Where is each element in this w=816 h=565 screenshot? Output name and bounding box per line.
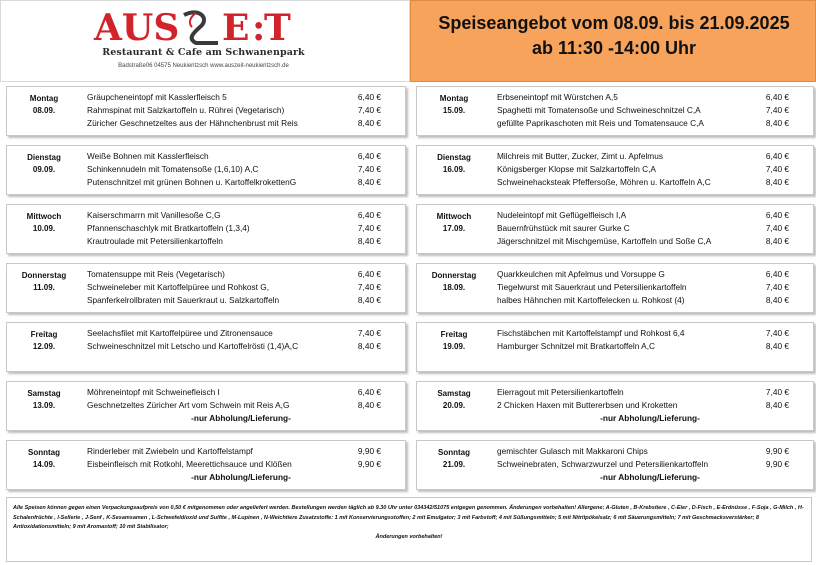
- day-label: [421, 329, 487, 353]
- logo-address: Badstraße06 04575 Neukieritzsch www.auszeit-neukieritzsch.de: [118, 63, 289, 69]
- day-date: 18.09.: [442, 283, 466, 292]
- day-name: Montag: [29, 94, 59, 103]
- dish-name: Möhreneintopf mit Schweinefleisch I: [87, 387, 220, 397]
- day-label: [11, 93, 77, 117]
- dish-list: [83, 386, 399, 425]
- dish-row: [493, 458, 807, 471]
- dish-name: 2 Chicken Haxen mit Buttererbsen und Kroketten: [497, 400, 678, 410]
- dish-name: Schweineleber mit Kartoffelpüree und Rohkost G,: [87, 282, 270, 292]
- day-date: 08.09.: [32, 106, 56, 115]
- pickup-delivery-note: -nur Abholung/Lieferung-: [191, 413, 291, 423]
- day-block-dienstag: [416, 145, 814, 195]
- dish-name: Jägerschnitzel mit Mischgemüse, Kartoffeln und Soße C,A: [497, 236, 712, 246]
- dish-name: Spanferkelrollbraten mit Sauerkraut u. Salzkartoffeln: [87, 295, 280, 305]
- dish-list: [83, 445, 399, 484]
- dish-name: Bauernfrühstück mit saurer Gurke C: [497, 223, 630, 233]
- day-name: Mittwoch: [436, 212, 472, 221]
- day-name: Sonntag: [28, 448, 60, 457]
- day-date: 21.09.: [442, 460, 466, 469]
- day-label: [11, 329, 77, 353]
- day-name: Dienstag: [437, 153, 471, 162]
- day-date: 13.09.: [32, 401, 56, 410]
- footer-changes-note: Änderungen vorbehalten!: [375, 533, 443, 540]
- dish-row: [83, 222, 399, 235]
- restaurant-logo: [88, 5, 319, 77]
- svg-text:T: T: [264, 7, 291, 47]
- day-label: [421, 211, 487, 235]
- day-date: 15.09.: [442, 106, 466, 115]
- dish-price: 8,40 €: [357, 177, 381, 187]
- day-name: Dienstag: [27, 153, 61, 162]
- dish-name: Putenschnitzel mit grünen Bohnen u. KartoffelkrokettenG: [87, 177, 297, 187]
- day-date: 20.09.: [442, 401, 466, 410]
- day-label: [11, 152, 77, 176]
- dish-price: 7,40 €: [357, 282, 381, 292]
- dish-row: [493, 222, 807, 235]
- dish-row: [493, 340, 807, 353]
- dish-list: [83, 91, 399, 130]
- dish-name: Rinderleber mit Zwiebeln und Kartoffelstampf: [87, 446, 253, 456]
- dish-price: 7,40 €: [765, 328, 789, 338]
- dish-name: Königsberger Klopse mit Salzkartoffeln C,A: [497, 164, 656, 174]
- dish-row: [83, 163, 399, 176]
- dish-row: [83, 104, 399, 117]
- dish-row: [83, 340, 399, 353]
- day-block-montag: [416, 86, 814, 136]
- day-date: 16.09.: [442, 165, 466, 174]
- dish-row: [493, 399, 807, 412]
- dish-price: 7,40 €: [357, 105, 381, 115]
- dish-price: 8,40 €: [765, 177, 789, 187]
- dish-name: Eierragout mit Petersilienkartoffeln: [497, 387, 624, 397]
- dish-price: 7,40 €: [765, 223, 789, 233]
- dish-name: Tomatensuppe mit Reis (Vegetarisch): [87, 269, 225, 279]
- day-date: 17.09.: [442, 224, 466, 233]
- dish-price: 8,40 €: [765, 236, 789, 246]
- dish-row: [493, 91, 807, 104]
- logo-subtitle: Restaurant & Cafe am Schwanenpark: [102, 47, 305, 58]
- dish-name: Weiße Bohnen mit Kasslerfleisch: [87, 151, 209, 161]
- dish-row: [83, 386, 399, 399]
- dish-list: [493, 445, 807, 484]
- dish-name: Seelachsfilet mit Kartoffelpüree und Zitronensauce: [87, 328, 273, 338]
- dish-name: Erbseneintopf mit Würstchen A,5: [497, 92, 618, 102]
- dish-price: 8,40 €: [765, 118, 789, 128]
- day-name: Donnerstag: [431, 271, 477, 280]
- day-date: 12.09.: [32, 342, 56, 351]
- dish-price: 6,40 €: [765, 92, 789, 102]
- dish-name: gefüllte Paprikaschoten mit Reis und Tomatensauce C,A: [497, 118, 704, 128]
- svg-text:E: E: [222, 7, 250, 47]
- dish-name: Spaghetti mit Tomatensoße und Schweineschnitzel C,A: [497, 105, 701, 115]
- dish-price: 7,40 €: [765, 282, 789, 292]
- dish-price: 9,90 €: [765, 459, 789, 469]
- dish-row: [493, 235, 807, 248]
- dish-list: [83, 209, 399, 248]
- dish-row: [83, 327, 399, 340]
- dish-name: halbes Hähnchen mit Kartoffelecken u. Rohkost (4): [497, 295, 685, 305]
- dish-row: [493, 268, 807, 281]
- dish-price: 7,40 €: [357, 164, 381, 174]
- dish-name: Schweinehacksteak Pfeffersoße, Möhren u. Kartoffeln A,C: [497, 177, 711, 187]
- day-label: [421, 93, 487, 117]
- day-date: 11.09.: [33, 283, 55, 292]
- dish-name: Kaiserschmarrn mit Vanillesoße C,G: [87, 210, 221, 220]
- dish-price: 8,40 €: [357, 341, 381, 351]
- dish-name: Schinkennudeln mit Tomatensoße (1,6,10) A,C: [87, 164, 259, 174]
- day-label: [421, 447, 487, 471]
- dish-price: 9,90 €: [765, 446, 789, 456]
- dish-price: 7,40 €: [765, 164, 789, 174]
- day-name: Donnerstag: [21, 271, 67, 280]
- day-date: 10.09.: [32, 224, 56, 233]
- day-date: 19.09.: [442, 342, 466, 351]
- day-block-montag: [6, 86, 406, 136]
- dish-name: Geschnetzeltes Züricher Art vom Schwein mit Reis A,G: [87, 400, 290, 410]
- dish-list: [83, 268, 399, 307]
- dish-row: [83, 150, 399, 163]
- dish-row: [83, 209, 399, 222]
- pickup-delivery-note: -nur Abholung/Lieferung-: [600, 472, 700, 482]
- day-name: Sonntag: [438, 448, 470, 457]
- dish-price: 9,90 €: [357, 446, 381, 456]
- dish-price: 7,40 €: [765, 387, 789, 397]
- dish-list: [83, 150, 399, 189]
- dish-row: [83, 117, 399, 130]
- logo-panel: [0, 0, 410, 82]
- dish-name: Gräupcheneintopf mit Kasslerfleisch 5: [87, 92, 227, 102]
- day-block-samstag: [6, 381, 406, 431]
- day-date: 14.09.: [32, 460, 56, 469]
- dish-row: [493, 117, 807, 130]
- dish-price: 8,40 €: [357, 400, 381, 410]
- svg-text::: :: [252, 7, 266, 47]
- dish-row: [83, 268, 399, 281]
- day-label: [11, 388, 77, 412]
- dish-list: [493, 150, 807, 189]
- menu-title: Speiseangebot vom 08.09. bis 21.09.2025: [438, 13, 790, 33]
- day-label: [421, 270, 487, 294]
- dish-list: [493, 91, 807, 130]
- dish-name: Schweinebraten, Schwarzwurzel und Petersilienkartoffeln: [497, 459, 709, 469]
- footer-notes: [6, 497, 812, 562]
- dish-row: [493, 445, 807, 458]
- dish-price: 6,40 €: [765, 210, 789, 220]
- dish-row: [83, 399, 399, 412]
- dish-row: [83, 458, 399, 471]
- dish-row: [83, 91, 399, 104]
- dish-row: [493, 176, 807, 189]
- dish-price: 8,40 €: [357, 118, 381, 128]
- dish-row: [83, 294, 399, 307]
- day-label: [421, 388, 487, 412]
- title-panel: [410, 0, 816, 82]
- day-label: [11, 211, 77, 235]
- dish-price: 6,40 €: [357, 210, 381, 220]
- dish-row: [83, 235, 399, 248]
- dish-row: [83, 445, 399, 458]
- day-block-mittwoch: [416, 204, 814, 254]
- dish-name: Pfannenschaschlyk mit Bratkartoffeln (1,3,4): [87, 223, 250, 233]
- dish-name: Tiegelwurst mit Sauerkraut und Petersilienkartoffeln: [497, 282, 687, 292]
- dish-price: 7,40 €: [357, 223, 381, 233]
- pickup-delivery-note: -nur Abholung/Lieferung-: [600, 413, 700, 423]
- dish-row: [493, 104, 807, 117]
- day-name: Freitag: [440, 330, 468, 339]
- dish-row: [493, 386, 807, 399]
- dish-name: Quarkkeulchen mit Apfelmus und Vorsuppe G: [497, 269, 665, 279]
- dish-name: Rahmspinat mit Salzkartoffeln u. Rührei (Vegetarisch): [87, 105, 285, 115]
- dish-name: Fischstäbchen mit Kartoffelstampf und Rohkost 6,4: [497, 328, 685, 338]
- dish-list: [493, 209, 807, 248]
- dish-price: 8,40 €: [357, 236, 381, 246]
- dish-list: [493, 268, 807, 307]
- day-name: Freitag: [30, 330, 58, 339]
- dish-row: [493, 281, 807, 294]
- dish-price: 6,40 €: [357, 151, 381, 161]
- day-name: Samstag: [27, 389, 61, 398]
- dish-name: Krautroulade mit Petersilienkartoffeln: [87, 236, 223, 246]
- logo-wordmark: [92, 7, 314, 47]
- dish-price: 7,40 €: [357, 328, 381, 338]
- day-label: [421, 152, 487, 176]
- day-block-mittwoch: [6, 204, 406, 254]
- day-date: 09.09.: [32, 165, 56, 174]
- dish-name: Hamburger Schnitzel mit Bratkartoffeln A,C: [497, 341, 656, 351]
- dish-price: 8,40 €: [765, 341, 789, 351]
- dish-price: 6,40 €: [357, 269, 381, 279]
- dish-price: 6,40 €: [765, 269, 789, 279]
- day-block-donnerstag: [6, 263, 406, 313]
- footer-allergen-text: Alle Speisen können gegen einen Verpackungsaufpreis von 0,50 € mitgenommen oder angeliefert werden. Bestellungen werden täglich ab 9.30 Uhr unter 034342/51075 entgegen genommen. Änderungen vorbehalten! Allergene; A-Gluten , B-Krebstiere , C-Eier , D-Fisch , E-Erdnüsse , F-Soja , G-Milch , H-Schalenfrüchte , I-Sellerie , J-Senf , K-Sesamsamen , L-Schwefeldioxid und Sulfite , M-Lupinen , N-Weichtiere Zusatzstoffe: 1 mit Konservierungsstoffen; 2 mit Emulgator; 3 mit Farbstoff; 4 mit Süßungsmitteln; 5 mit Nitritpökelsalz; 6 mit Säuerungsmitteln; 7 mit Geschmacksverstärker; 8 Antioxidationsmitteln; 9 mit Aromastoff; 10 mit Stabilisator;: [13, 505, 804, 530]
- day-label: [11, 270, 77, 294]
- dish-price: 8,40 €: [765, 295, 789, 305]
- day-block-samstag: [416, 381, 814, 431]
- dish-row: [493, 150, 807, 163]
- dish-row: [493, 163, 807, 176]
- day-name: Montag: [439, 94, 469, 103]
- day-name: Samstag: [437, 389, 471, 398]
- dish-price: 6,40 €: [357, 387, 381, 397]
- dish-name: Schweineschnitzel mit Letscho und Kartoffelrösti (1,4)A,C: [87, 341, 299, 351]
- dish-name: Nudeleintopf mit Geflügelfleisch I,A: [497, 210, 627, 220]
- dish-list: [493, 386, 807, 425]
- day-label: [11, 447, 77, 471]
- menu-hours: ab 11:30 -14:00 Uhr: [531, 38, 697, 58]
- day-block-donnerstag: [416, 263, 814, 313]
- day-block-freitag: [6, 322, 406, 372]
- day-block-freitag: [416, 322, 814, 372]
- dish-list: [493, 327, 807, 353]
- day-block-sonntag: [416, 440, 814, 490]
- dish-name: Eisbeinfleisch mit Rotkohl, Meerettichsauce und Klößen: [87, 459, 292, 469]
- svg-text:AUS: AUS: [94, 7, 180, 47]
- day-name: Mittwoch: [26, 212, 62, 221]
- dish-row: [83, 281, 399, 294]
- header: [0, 0, 816, 82]
- dish-price: 6,40 €: [357, 92, 381, 102]
- dish-name: gemischter Gulasch mit Makkaroni Chips: [497, 446, 648, 456]
- dish-row: [493, 294, 807, 307]
- dish-list: [83, 327, 399, 353]
- dish-name: Milchreis mit Butter, Zucker, Zimt u. Apfelmus: [497, 151, 663, 161]
- dish-row: [83, 176, 399, 189]
- day-block-sonntag: [6, 440, 406, 490]
- dish-row: [493, 209, 807, 222]
- pickup-delivery-note: -nur Abholung/Lieferung-: [191, 472, 291, 482]
- dish-price: 8,40 €: [765, 400, 789, 410]
- dish-name: Züricher Geschnetzeltes aus der Hähnchenbrust mit Reis: [87, 118, 298, 128]
- dish-price: 6,40 €: [765, 151, 789, 161]
- dish-price: 8,40 €: [357, 295, 381, 305]
- dish-price: 7,40 €: [765, 105, 789, 115]
- dish-row: [493, 327, 807, 340]
- day-block-dienstag: [6, 145, 406, 195]
- dish-price: 9,90 €: [357, 459, 381, 469]
